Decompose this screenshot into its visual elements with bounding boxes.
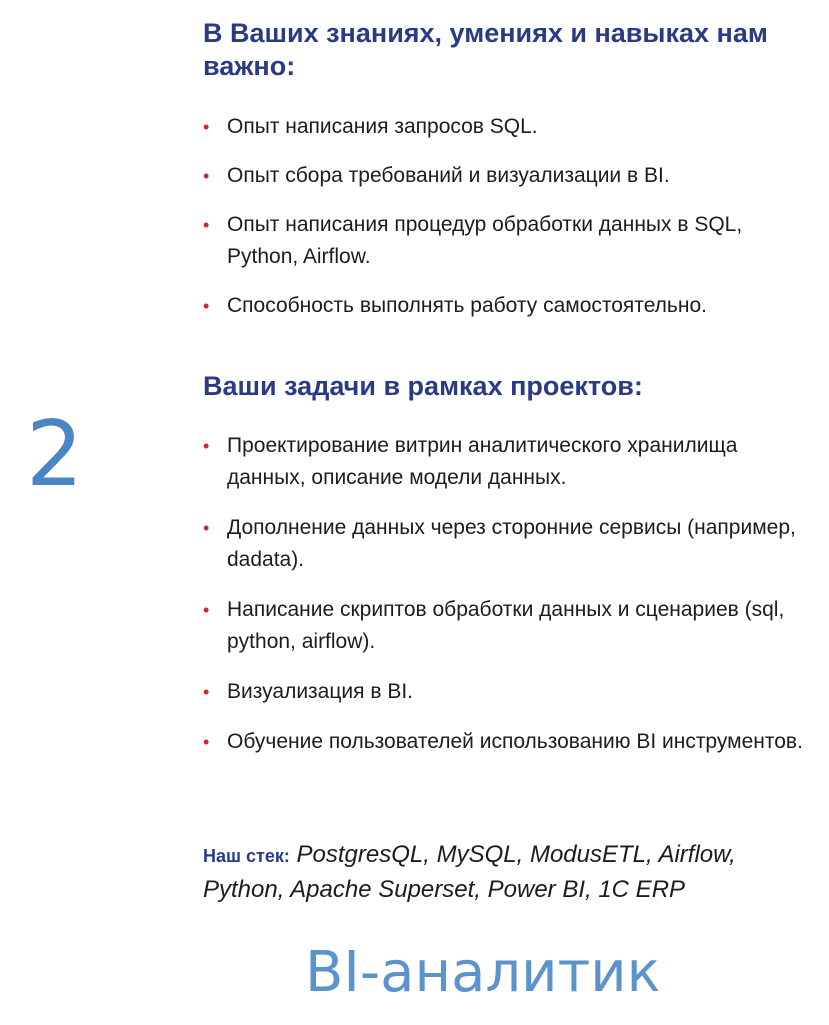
bullet-icon: •	[203, 117, 210, 137]
list-item	[203, 430, 803, 494]
bullet-icon: •	[203, 682, 210, 702]
list-item	[203, 726, 803, 758]
list-item-text: Обучение пользователей использованию BI инструментов.	[227, 730, 803, 753]
list-item	[203, 111, 803, 143]
skills-list	[203, 111, 803, 339]
list-item	[203, 512, 803, 576]
bullet-icon: •	[203, 296, 210, 316]
list-item-text: Визуализация в BI.	[227, 680, 413, 703]
bullet-icon: •	[203, 732, 210, 752]
list-item-text: Опыт написания процедур обработки данных в SQL, Python, Airflow.	[227, 213, 743, 268]
list-item-text: Написание скриптов обработки данных и сценариев (sql, python, airflow).	[227, 598, 785, 653]
page-number: 2	[26, 402, 84, 507]
list-item	[203, 209, 803, 273]
list-item-text: Способность выполнять работу самостоятельно.	[227, 294, 707, 317]
role-title: BI-аналитик	[305, 940, 661, 1005]
list-item-text: Опыт написания запросов SQL.	[227, 115, 538, 138]
stack-label: Наш стек:	[203, 846, 290, 866]
list-item-text: Проектирование витрин аналитического хранилища данных, описание модели данных.	[227, 434, 738, 489]
list-item	[203, 160, 803, 192]
tasks-list	[203, 430, 803, 776]
list-item	[203, 594, 803, 658]
tech-stack	[203, 838, 763, 906]
bullet-icon: •	[203, 166, 210, 186]
tasks-heading: Ваши задачи в рамках проектов:	[203, 371, 643, 401]
bullet-icon: •	[203, 600, 210, 620]
list-item-text: Дополнение данных через сторонние сервисы (например, dadata).	[227, 516, 796, 571]
list-item-text: Опыт сбора требований и визуализации в BI.	[227, 164, 670, 187]
bullet-icon: •	[203, 215, 210, 235]
stack-values: PostgresQL, MySQL, ModusETL, Airflow, Python, Apache Superset, Power BI, 1C ERP	[203, 841, 736, 903]
list-item	[203, 676, 803, 708]
skills-heading: В Ваших знаниях, умениях и навыках нам важно:	[203, 18, 768, 81]
list-item	[203, 290, 803, 322]
bullet-icon: •	[203, 436, 210, 456]
bullet-icon: •	[203, 518, 210, 538]
